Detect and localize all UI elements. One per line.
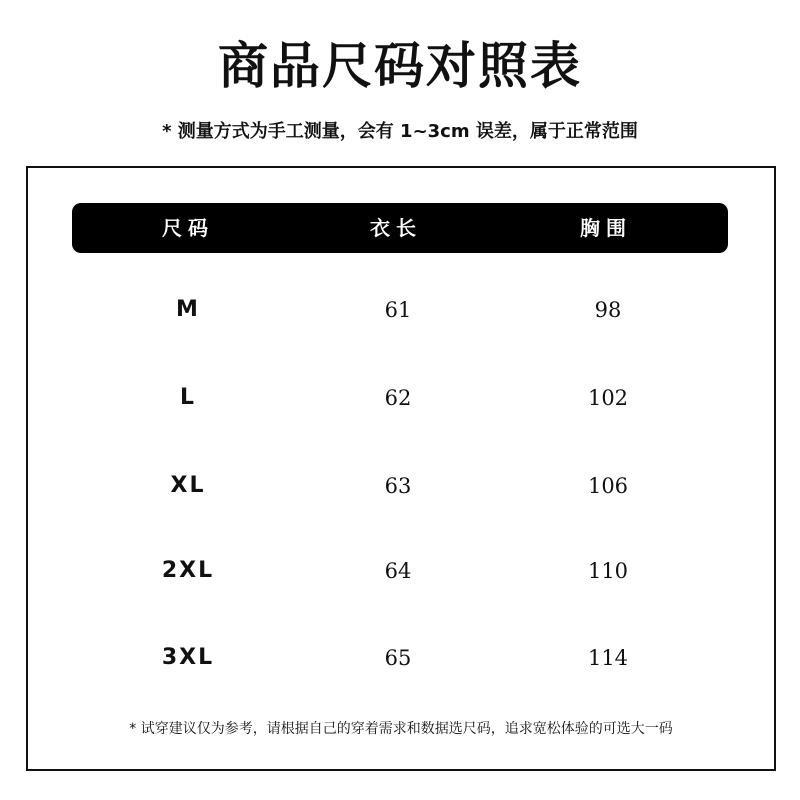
header-chest: 胸围 <box>580 216 632 240</box>
size-cell: M <box>176 297 200 322</box>
length-cell: 64 <box>384 559 412 583</box>
header-size: 尺码 <box>162 216 214 240</box>
length-cell: 65 <box>384 646 412 670</box>
header-length: 衣长 <box>370 216 422 240</box>
table-row <box>28 638 774 678</box>
page-title: 商品尺码对照表 <box>218 37 582 95</box>
fit-advice-note: * 试穿建议仅为参考，请根据自己的穿着需求和数据选尺码，追求宽松体验的可选大一码 <box>129 721 673 737</box>
size-chart-frame <box>26 166 776 771</box>
chest-cell: 98 <box>594 298 622 322</box>
length-cell: 63 <box>384 474 412 498</box>
table-row <box>28 551 774 591</box>
length-cell: 61 <box>384 298 412 322</box>
table-row <box>28 290 774 330</box>
size-cell: 2XL <box>161 558 215 583</box>
table-row <box>28 378 774 418</box>
chest-cell: 106 <box>587 474 629 498</box>
size-cell: XL <box>170 473 206 498</box>
table-row <box>28 466 774 506</box>
size-cell: 3XL <box>161 645 215 670</box>
table-header <box>72 203 728 253</box>
size-cell: L <box>179 385 197 410</box>
chest-cell: 110 <box>587 559 629 583</box>
length-cell: 62 <box>384 386 412 410</box>
chest-cell: 114 <box>587 646 629 670</box>
chest-cell: 102 <box>587 386 629 410</box>
measurement-note: * 测量方式为手工测量，会有 1~3cm 误差，属于正常范围 <box>162 121 638 142</box>
